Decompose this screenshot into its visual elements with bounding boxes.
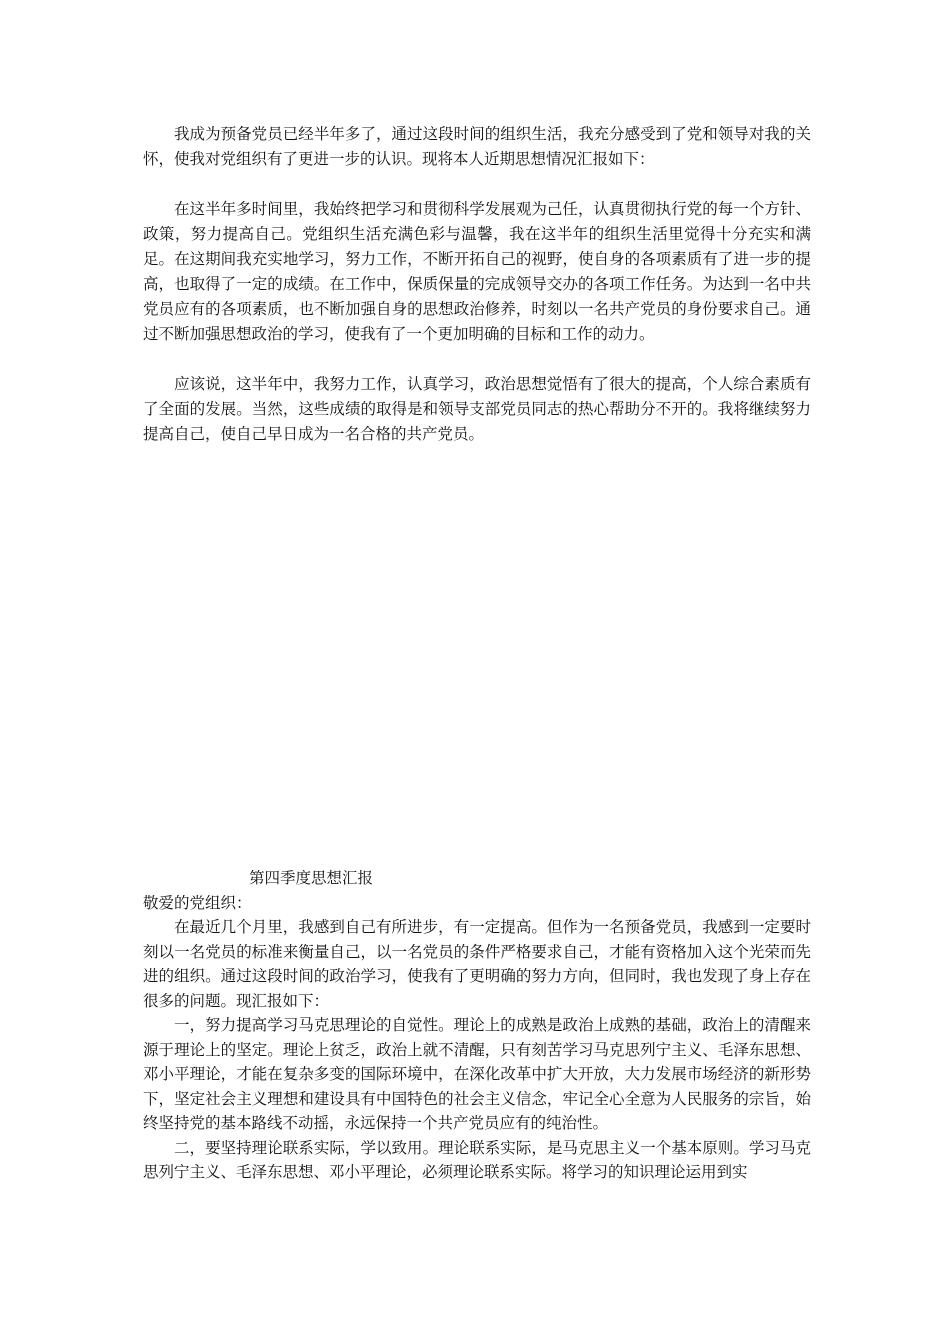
salutation: 敬爱的党组织： (143, 893, 252, 912)
report-section-first (143, 122, 811, 472)
paragraph-point-two: 二，要坚持理论联系实际，学以致用。理论联系实际，是马克思主义一个基本原则。学习马克思列宁主义、毛泽东思想、邓小平理论，必须理论联系实际。将学习的知识理论运用到实 (143, 1138, 811, 1181)
paragraph-conclusion: 应该说，这半年中，我努力工作，认真学习，政治思想觉悟有了很大的提高，个人综合素质有了全面的发展。当然，这些成绩的取得是和领导支部党员同志的热心帮助分不开的。我将继续努力提高自己，使自己早日成为一名合格的共产党员。 (143, 375, 811, 443)
report-section-q4 (143, 866, 811, 1185)
paragraph-progress: 在最近几个月里，我感到自己有所进步，有一定提高。但作为一名预备党员，我感到一定要时刻以一名党员的标准来衡量自己，以一名党员的条件严格要求自己，才能有资格加入这个光荣而先进的组织。通过这段时间的政治学习，使我有了更明确的努力方向，但同时，我也发现了身上存在很多的问题。现汇报如下： (143, 918, 811, 1010)
paragraph-intro: 我成为预备党员已经半年多了，通过这段时间的组织生活，我充分感受到了党和领导对我的关怀，使我对党组织有了更进一步的认识。现将本人近期思想情况汇报如下： (143, 125, 811, 168)
paragraph-work-study: 在这半年多时间里，我始终把学习和贯彻科学发展观为己任，认真贯彻执行党的每一个方针、政策，努力提高自己。党组织生活充满色彩与温馨，我在这半年的组织生活里觉得十分充实和满足。在这期间我充实地学习，努力工作，不断开拓自己的视野，使自身的各项素质有了进一步的提高，也取得了一定的成绩。在工作中，保质保量的完成领导交办的各项工作任务。为达到一名中共党员应有的各项素质，也不断加强自身的思想政治修养，时刻以一名共产党员的身份要求自己。通过不断加强思想政治的学习，使我有了一个更加明确的目标和工作的动力。 (143, 200, 811, 343)
document-title: 第四季度思想汇报 (249, 869, 374, 887)
paragraph-point-one: 一，努力提高学习马克思理论的自觉性。理论上的成熟是政治上成熟的基础，政治上的清醒来源于理论上的坚定。理论上贫乏，政治上就不清醒，只有刻苦学习马克思列宁主义、毛泽东思想、邓小平理论，才能在复杂多变的国际环境中，在深化改革中扩大开放，大力发展市场经济的新形势下，坚定社会主义理想和建设具有中国特色的社会主义信念，牢记全心全意为人民服务的宗旨，始终坚持党的基本路线不动摇，永远保持一个共产党员应有的纯治性。 (143, 1016, 811, 1132)
